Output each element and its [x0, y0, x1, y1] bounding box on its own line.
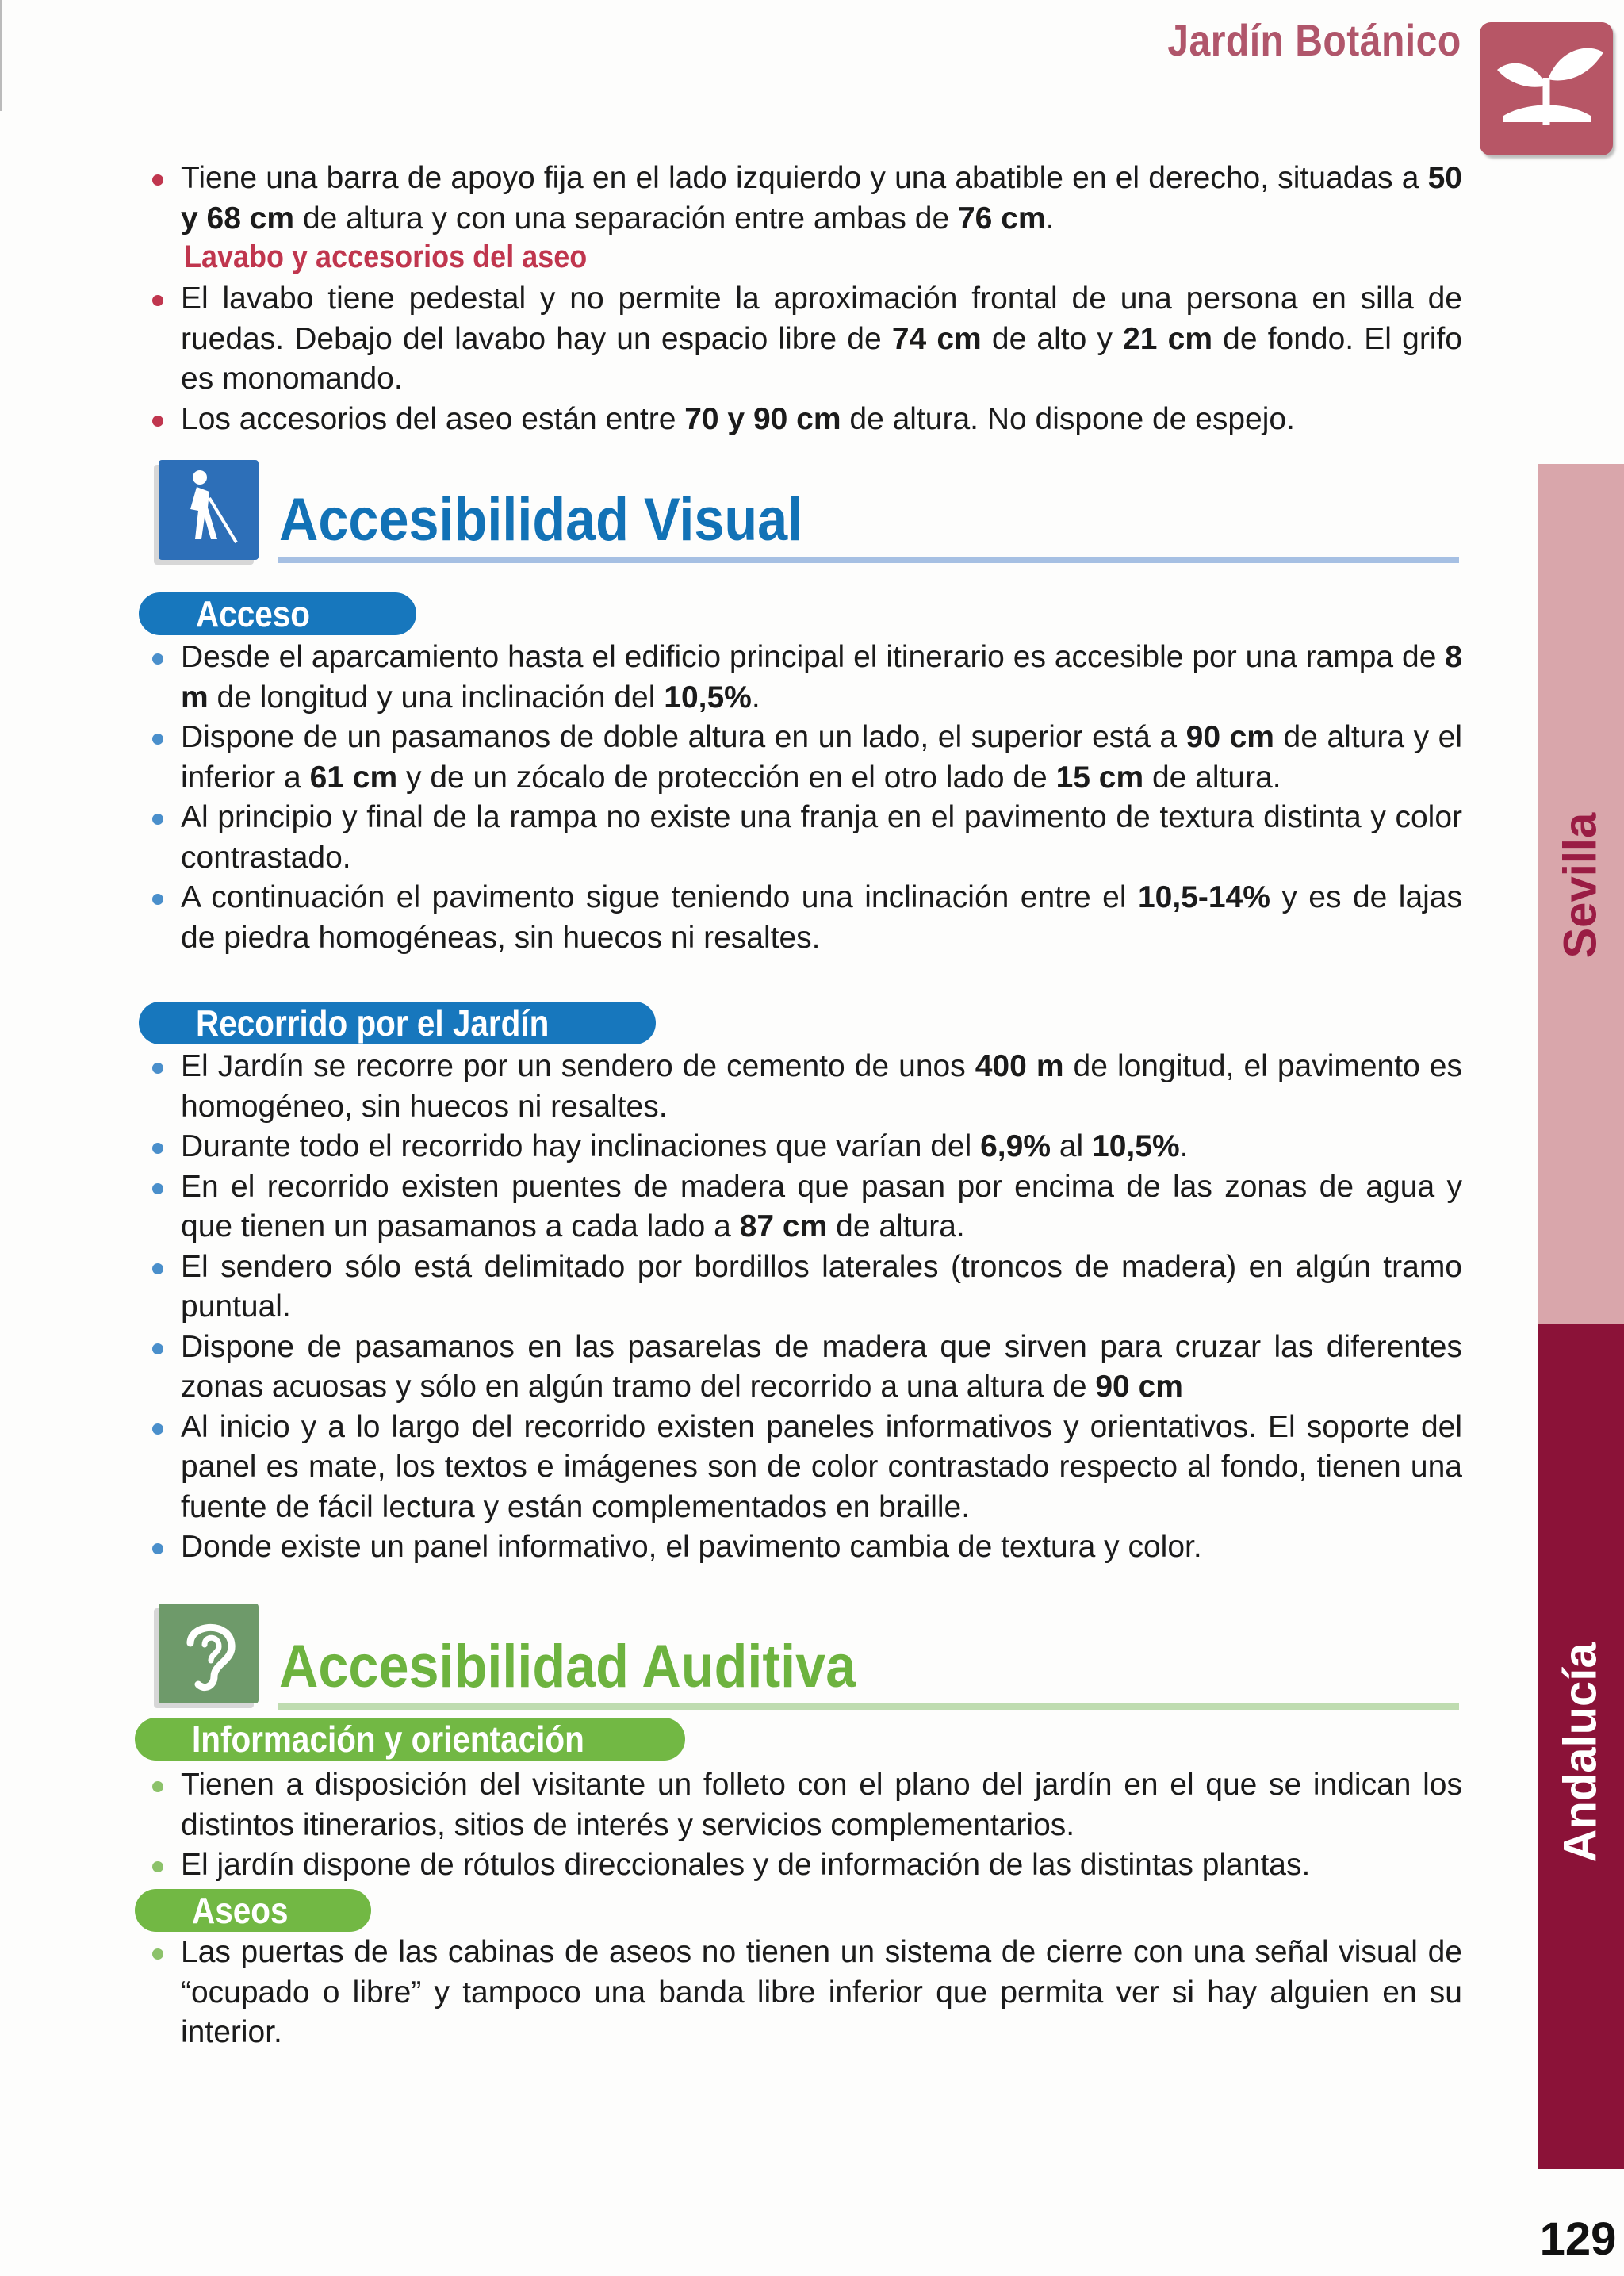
bullet-item: Tienen a disposición del visitante un folleto con el plano del jardín en el que se indican los distintos itinerarios, sitios de interés y servicios complementarios.: [181, 1765, 1462, 1845]
side-label-andalucia: Andalucía: [1554, 1642, 1607, 1863]
blind-person-icon: [159, 460, 259, 560]
recorrido-list: [181, 1047, 1462, 1568]
aseos-list: [181, 1933, 1462, 2053]
lavabo-list: [181, 279, 1462, 439]
intro-list: [181, 159, 1462, 239]
bullet-item: El jardín dispone de rótulos direccionales y de información de las distintas plantas.: [181, 1845, 1462, 1886]
informacion-list: [181, 1765, 1462, 1886]
acceso-list: [181, 638, 1462, 958]
bullet-item: El sendero sólo está delimitado por bordillos laterales (troncos de madera) en algún tramo puntual.: [181, 1247, 1462, 1328]
bullet-item: En el recorrido existen puentes de madera que pasan por encima de las zonas de agua y que tienen un pasamanos a cada lado a 87 cm de altura.: [181, 1167, 1462, 1247]
bullet-item: Donde existe un panel informativo, el pavimento cambia de textura y color.: [181, 1527, 1462, 1568]
section-rule-auditiva: [278, 1703, 1459, 1710]
pill-recorrido-label: Recorrido por el Jardín: [196, 1002, 550, 1044]
side-label-sevilla: Sevilla: [1554, 812, 1607, 959]
bullet-item: Tiene una barra de apoyo fija en el lado izquierdo y una abatible en el derecho, situadas a 50 y 68 cm de altura y con una separación entre ambas de 76 cm.: [181, 159, 1462, 239]
lavabo-subheading: Lavabo y accesorios del aseo: [184, 239, 588, 274]
pill-acceso-label: Acceso: [196, 593, 311, 634]
bullet-item: Dispone de pasamanos en las pasarelas de madera que sirven para cruzar las diferentes zonas acuosas y sólo en algún tramo del recorrido a una altura de 90 cm: [181, 1328, 1462, 1408]
pill-aseos-label: Aseos: [192, 1890, 289, 1931]
plant-icon: [1480, 22, 1613, 155]
pill-acceso: [139, 592, 416, 635]
bullet-item: Al inicio y a lo largo del recorrido existen paneles informativos y orientativos. El soporte del panel es mate, los textos e imágenes son de color contrastado respecto al fondo, tienen una fuente de fácil lectura y están complementados en braille.: [181, 1408, 1462, 1528]
ear-icon: [159, 1604, 259, 1703]
page-edge-mark: [0, 0, 2, 111]
bullet-item: El Jardín se recorre por un sendero de cemento de unos 400 m de longitud, el pavimento es homogéneo, sin huecos ni resaltes.: [181, 1047, 1462, 1127]
bullet-item: A continuación el pavimento sigue teniendo una inclinación entre el 10,5-14% y es de lajas de piedra homogéneas, sin huecos ni resaltes.: [181, 878, 1462, 958]
page-number: 129: [1539, 2213, 1617, 2265]
section-title-visual: Accesibilidad Visual: [279, 486, 803, 554]
section-title-auditiva: Accesibilidad Auditiva: [279, 1633, 856, 1700]
pill-informacion-label: Información y orientación: [192, 1718, 584, 1760]
pill-informacion: [135, 1718, 685, 1761]
page-header-title: Jardín Botánico: [1167, 15, 1461, 65]
section-rule-visual: [278, 557, 1459, 563]
pill-aseos: [135, 1889, 371, 1932]
bullet-item: El lavabo tiene pedestal y no permite la aproximación frontal de una persona en silla de ruedas. Debajo del lavabo hay un espacio libre de 74 cm de alto y 21 cm de fondo. El grifo es monomando.: [181, 279, 1462, 400]
bullet-item: Las puertas de las cabinas de aseos no tienen un sistema de cierre con una señal visual de “ocupado o libre” y tampoco una banda libre inferior que permita ver si hay alguien en su interior.: [181, 1933, 1462, 2053]
bullet-item: Durante todo el recorrido hay inclinaciones que varían del 6,9% al 10,5%.: [181, 1127, 1462, 1167]
bullet-item: Al principio y final de la rampa no existe una franja en el pavimento de textura distinta y color contrastado.: [181, 798, 1462, 878]
bullet-item: Los accesorios del aseo están entre 70 y 90 cm de altura. No dispone de espejo.: [181, 400, 1462, 440]
pill-recorrido: [139, 1002, 656, 1044]
bullet-item: Dispone de un pasamanos de doble altura en un lado, el superior está a 90 cm de altura y el inferior a 61 cm y de un zócalo de protección en el otro lado de 15 cm de altura.: [181, 718, 1462, 798]
bullet-item: Desde el aparcamiento hasta el edificio principal el itinerario es accesible por una rampa de 8 m de longitud y una inclinación del 10,5%.: [181, 638, 1462, 718]
